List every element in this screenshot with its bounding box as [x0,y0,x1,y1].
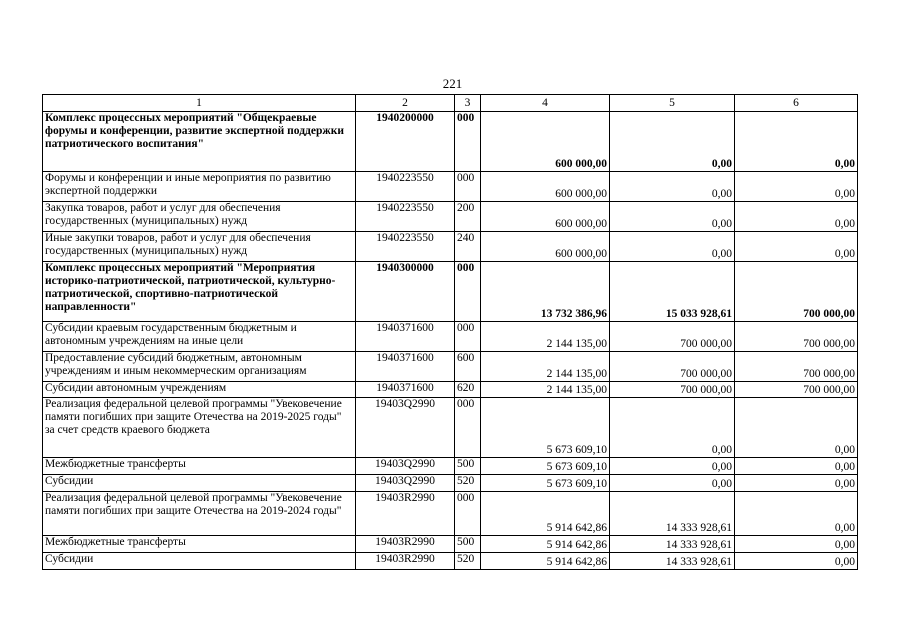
table-row [43,262,858,322]
row-value-col4-cell: 2 144 135,00 [481,382,610,398]
table-row [43,398,858,458]
row-name-cell: Субсидии [43,475,356,492]
table-row [43,202,858,232]
table-row [43,382,858,398]
row-value-col4-cell: 5 673 609,10 [481,475,610,492]
row-value-col5-cell: 14 333 928,61 [610,492,735,536]
row-value-col5-cell: 0,00 [610,202,735,232]
row-value-col6-cell: 700 000,00 [735,352,858,382]
row-name-cell: Форумы и конференции и иные мероприятия по развитию экспертной поддержки [43,172,356,202]
row-value-col5-cell: 0,00 [610,232,735,262]
row-value-col6-cell: 0,00 [735,398,858,458]
row-kind-cell: 200 [455,202,481,232]
row-name-cell: Субсидии краевым государственным бюджетным и автономным учреждениям на иные цели [43,322,356,352]
row-value-col4-cell: 600 000,00 [481,172,610,202]
row-code-cell: 1940371600 [356,352,455,382]
row-name-cell: Комплекс процессных мероприятий "Мероприятия историко-патриотической, патриотической, культурно-патриотической, спортивно-патриотической направленности" [43,262,356,322]
row-name-cell: Иные закупки товаров, работ и услуг для обеспечения государственных (муниципальных) нужд [43,232,356,262]
column-header-1: 1 [43,95,356,112]
column-header-5: 5 [610,95,735,112]
table-row [43,536,858,553]
table-row [43,232,858,262]
row-name-cell: Межбюджетные трансферты [43,458,356,475]
row-name-cell: Субсидии автономным учреждениям [43,382,356,398]
row-name-cell: Межбюджетные трансферты [43,536,356,553]
row-value-col5-cell: 700 000,00 [610,352,735,382]
row-value-col6-cell: 0,00 [735,458,858,475]
row-name-cell: Закупка товаров, работ и услуг для обеспечения государственных (муниципальных) нужд [43,202,356,232]
row-code-cell: 19403Q2990 [356,475,455,492]
row-value-col4-cell: 2 144 135,00 [481,352,610,382]
table-row [43,112,858,172]
column-header-4: 4 [481,95,610,112]
table-row [43,553,858,570]
row-name-cell: Комплекс процессных мероприятий "Общекраевые форумы и конференции, развитие экспертной поддержки патриотического воспитания" [43,112,356,172]
row-code-cell: 1940371600 [356,382,455,398]
row-kind-cell: 620 [455,382,481,398]
row-value-col4-cell: 600 000,00 [481,112,610,172]
row-value-col5-cell: 0,00 [610,398,735,458]
row-value-col5-cell: 0,00 [610,112,735,172]
column-header-6: 6 [735,95,858,112]
row-value-col6-cell: 700 000,00 [735,322,858,352]
row-code-cell: 19403R2990 [356,553,455,570]
row-value-col6-cell: 0,00 [735,172,858,202]
row-kind-cell: 520 [455,553,481,570]
row-kind-cell: 000 [455,172,481,202]
row-kind-cell: 000 [455,398,481,458]
row-kind-cell: 600 [455,352,481,382]
row-value-col4-cell: 5 673 609,10 [481,458,610,475]
row-value-col6-cell: 700 000,00 [735,262,858,322]
row-value-col5-cell: 0,00 [610,475,735,492]
table-row [43,458,858,475]
row-value-col6-cell: 0,00 [735,492,858,536]
row-value-col5-cell: 0,00 [610,172,735,202]
table-header-row [43,95,858,112]
row-value-col5-cell: 14 333 928,61 [610,536,735,553]
row-value-col6-cell: 700 000,00 [735,382,858,398]
row-value-col5-cell: 700 000,00 [610,382,735,398]
row-value-col4-cell: 5 914 642,86 [481,553,610,570]
row-code-cell: 19403R2990 [356,492,455,536]
row-value-col6-cell: 0,00 [735,553,858,570]
table-row [43,492,858,536]
table-body [43,95,858,570]
table-row [43,352,858,382]
column-header-3: 3 [455,95,481,112]
table-row [43,322,858,352]
row-kind-cell: 000 [455,492,481,536]
row-code-cell: 19403Q2990 [356,398,455,458]
row-value-col4-cell: 5 673 609,10 [481,398,610,458]
row-kind-cell: 500 [455,536,481,553]
row-code-cell: 19403Q2990 [356,458,455,475]
row-value-col5-cell: 700 000,00 [610,322,735,352]
row-kind-cell: 000 [455,262,481,322]
row-value-col5-cell: 15 033 928,61 [610,262,735,322]
row-value-col4-cell: 600 000,00 [481,232,610,262]
row-name-cell: Субсидии [43,553,356,570]
row-kind-cell: 500 [455,458,481,475]
row-value-col6-cell: 0,00 [735,202,858,232]
page-number: 221 [442,76,463,91]
row-value-col4-cell: 13 732 386,96 [481,262,610,322]
row-kind-cell: 000 [455,322,481,352]
row-value-col6-cell: 0,00 [735,536,858,553]
row-value-col5-cell: 14 333 928,61 [610,553,735,570]
budget-table [42,94,858,570]
row-value-col6-cell: 0,00 [735,475,858,492]
row-code-cell: 1940300000 [356,262,455,322]
row-value-col4-cell: 2 144 135,00 [481,322,610,352]
row-value-col4-cell: 5 914 642,86 [481,536,610,553]
row-kind-cell: 000 [455,112,481,172]
row-kind-cell: 240 [455,232,481,262]
row-value-col4-cell: 600 000,00 [481,202,610,232]
row-code-cell: 1940223550 [356,232,455,262]
row-code-cell: 1940223550 [356,202,455,232]
row-value-col6-cell: 0,00 [735,232,858,262]
row-name-cell: Предоставление субсидий бюджетным, автономным учреждениям и иным некоммерческим организациям [43,352,356,382]
table-row [43,172,858,202]
row-value-col6-cell: 0,00 [735,112,858,172]
row-value-col4-cell: 5 914 642,86 [481,492,610,536]
column-header-2: 2 [356,95,455,112]
row-code-cell: 1940223550 [356,172,455,202]
row-value-col5-cell: 0,00 [610,458,735,475]
row-name-cell: Реализация федеральной целевой программы "Увековечение памяти погибших при защите Отечества на 2019-2024 годы" [43,492,356,536]
row-name-cell: Реализация федеральной целевой программы "Увековечение памяти погибших при защите Отечества на 2019-2025 годы" за счет средств краевого бюджета [43,398,356,458]
row-code-cell: 1940200000 [356,112,455,172]
row-kind-cell: 520 [455,475,481,492]
row-code-cell: 1940371600 [356,322,455,352]
table-row [43,475,858,492]
row-code-cell: 19403R2990 [356,536,455,553]
